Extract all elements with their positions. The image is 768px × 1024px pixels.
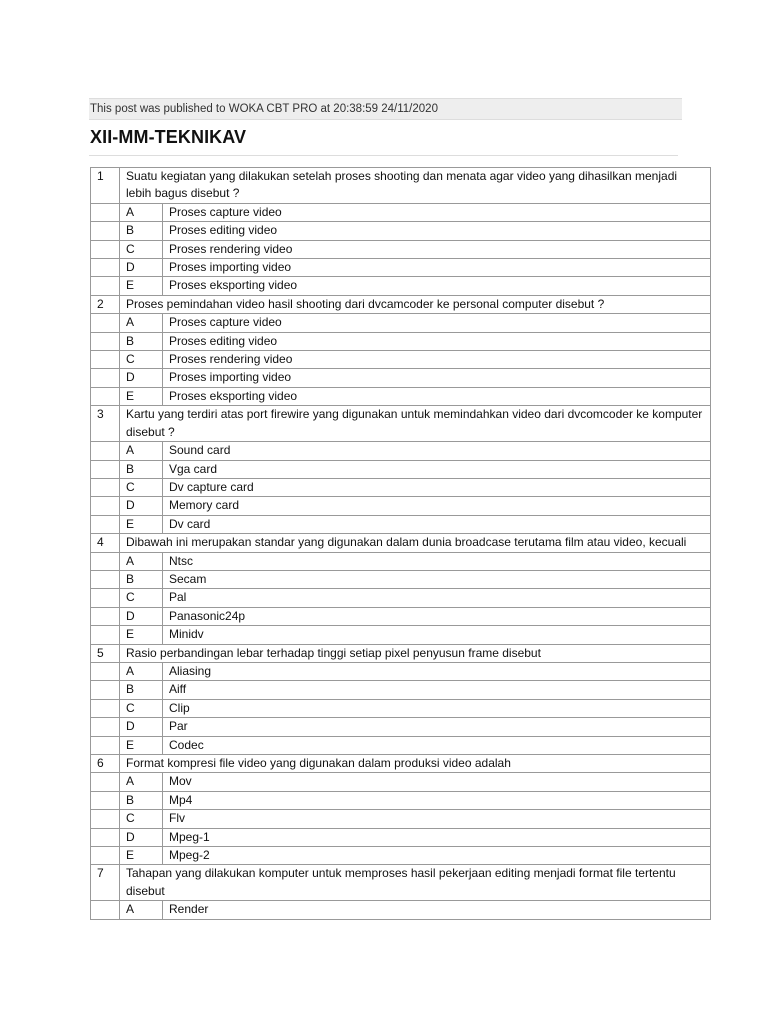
option-text: Proses importing video — [163, 259, 711, 277]
option-letter: C — [120, 478, 163, 496]
option-row — [91, 351, 711, 369]
option-row — [91, 773, 711, 791]
option-row — [91, 662, 711, 680]
empty-cell — [91, 277, 120, 295]
empty-cell — [91, 515, 120, 533]
option-letter: C — [120, 351, 163, 369]
option-row — [91, 497, 711, 515]
option-row — [91, 515, 711, 533]
option-text: Memory card — [163, 497, 711, 515]
option-row — [91, 901, 711, 919]
option-text: Mpeg-1 — [163, 828, 711, 846]
question-number: 4 — [91, 534, 120, 552]
option-text: Mov — [163, 773, 711, 791]
question-number: 1 — [91, 168, 120, 204]
question-row — [91, 865, 711, 901]
option-letter: D — [120, 497, 163, 515]
empty-cell — [91, 699, 120, 717]
question-number: 6 — [91, 755, 120, 773]
question-text: Suatu kegiatan yang dilakukan setelah proses shooting dan menata agar video yang dihasilkan menjadi lebih bagus disebut ? — [120, 168, 711, 204]
question-text: Kartu yang terdiri atas port firewire yang digunakan untuk memindahkan video dari dvcomcoder ke komputer disebut ? — [120, 406, 711, 442]
option-row — [91, 589, 711, 607]
option-text: Sound card — [163, 442, 711, 460]
empty-cell — [91, 203, 120, 221]
option-letter: C — [120, 589, 163, 607]
empty-cell — [91, 387, 120, 405]
question-row — [91, 295, 711, 313]
empty-cell — [91, 478, 120, 496]
option-row — [91, 332, 711, 350]
option-row — [91, 240, 711, 258]
option-letter: A — [120, 662, 163, 680]
option-text: Aliasing — [163, 662, 711, 680]
question-text: Format kompresi file video yang digunakan dalam produksi video adalah — [120, 755, 711, 773]
option-row — [91, 570, 711, 588]
option-text: Par — [163, 718, 711, 736]
empty-cell — [91, 681, 120, 699]
option-row — [91, 277, 711, 295]
empty-cell — [91, 901, 120, 919]
option-text: Panasonic24p — [163, 607, 711, 625]
option-letter: E — [120, 736, 163, 754]
empty-cell — [91, 810, 120, 828]
option-row — [91, 552, 711, 570]
option-row — [91, 828, 711, 846]
option-letter: D — [120, 607, 163, 625]
question-number: 2 — [91, 295, 120, 313]
title-divider — [89, 155, 678, 156]
question-row — [91, 644, 711, 662]
page-title: XII-MM-TEKNIKAV — [90, 127, 247, 147]
option-text: Proses editing video — [163, 222, 711, 240]
option-letter: C — [120, 240, 163, 258]
option-letter: B — [120, 460, 163, 478]
option-text: Dv card — [163, 515, 711, 533]
option-text: Proses eksporting video — [163, 387, 711, 405]
option-row — [91, 442, 711, 460]
question-number: 3 — [91, 406, 120, 442]
empty-cell — [91, 460, 120, 478]
option-row — [91, 203, 711, 221]
empty-cell — [91, 828, 120, 846]
option-text: Vga card — [163, 460, 711, 478]
option-letter: D — [120, 259, 163, 277]
option-text: Flv — [163, 810, 711, 828]
option-row — [91, 626, 711, 644]
question-text: Rasio perbandingan lebar terhadap tinggi setiap pixel penyusun frame disebut — [120, 644, 711, 662]
option-letter: C — [120, 699, 163, 717]
empty-cell — [91, 589, 120, 607]
empty-cell — [91, 847, 120, 865]
empty-cell — [91, 791, 120, 809]
option-row — [91, 387, 711, 405]
empty-cell — [91, 662, 120, 680]
option-letter: A — [120, 552, 163, 570]
option-row — [91, 369, 711, 387]
empty-cell — [91, 570, 120, 588]
option-text: Render — [163, 901, 711, 919]
option-row — [91, 681, 711, 699]
option-text: Proses editing video — [163, 332, 711, 350]
option-text: Aiff — [163, 681, 711, 699]
option-text: Codec — [163, 736, 711, 754]
option-row — [91, 736, 711, 754]
option-text: Proses capture video — [163, 314, 711, 332]
option-letter: B — [120, 681, 163, 699]
question-text: Proses pemindahan video hasil shooting dari dvcamcoder ke personal computer disebut ? — [120, 295, 711, 313]
option-letter: E — [120, 626, 163, 644]
option-text: Proses eksporting video — [163, 277, 711, 295]
option-text: Mpeg-2 — [163, 847, 711, 865]
question-number: 5 — [91, 644, 120, 662]
option-text: Minidv — [163, 626, 711, 644]
empty-cell — [91, 442, 120, 460]
option-letter: A — [120, 442, 163, 460]
empty-cell — [91, 718, 120, 736]
option-text: Proses capture video — [163, 203, 711, 221]
option-text: Pal — [163, 589, 711, 607]
option-row — [91, 718, 711, 736]
option-text: Dv capture card — [163, 478, 711, 496]
option-letter: A — [120, 773, 163, 791]
option-row — [91, 791, 711, 809]
option-row — [91, 810, 711, 828]
empty-cell — [91, 259, 120, 277]
option-row — [91, 259, 711, 277]
empty-cell — [91, 314, 120, 332]
option-letter: D — [120, 369, 163, 387]
empty-cell — [91, 552, 120, 570]
question-row — [91, 406, 711, 442]
empty-cell — [91, 369, 120, 387]
option-row — [91, 314, 711, 332]
option-row — [91, 847, 711, 865]
empty-cell — [91, 351, 120, 369]
empty-cell — [91, 626, 120, 644]
option-row — [91, 478, 711, 496]
option-letter: E — [120, 277, 163, 295]
question-row — [91, 755, 711, 773]
empty-cell — [91, 240, 120, 258]
option-row — [91, 222, 711, 240]
option-letter: E — [120, 515, 163, 533]
option-letter: B — [120, 791, 163, 809]
option-letter: A — [120, 901, 163, 919]
option-row — [91, 607, 711, 625]
option-text: Proses rendering video — [163, 351, 711, 369]
option-letter: C — [120, 810, 163, 828]
option-text: Mp4 — [163, 791, 711, 809]
option-letter: B — [120, 222, 163, 240]
option-text: Proses importing video — [163, 369, 711, 387]
empty-cell — [91, 497, 120, 515]
option-letter: A — [120, 314, 163, 332]
question-row — [91, 534, 711, 552]
option-text: Clip — [163, 699, 711, 717]
question-text: Tahapan yang dilakukan komputer untuk memproses hasil pekerjaan editing menjadi format file tertentu disebut — [120, 865, 711, 901]
option-letter: E — [120, 387, 163, 405]
publish-notice: This post was published to WOKA CBT PRO at 20:38:59 24/11/2020 — [89, 98, 682, 120]
empty-cell — [91, 736, 120, 754]
question-number: 7 — [91, 865, 120, 901]
question-text: Dibawah ini merupakan standar yang digunakan dalam dunia broadcase terutama film atau video, kecuali — [120, 534, 711, 552]
empty-cell — [91, 222, 120, 240]
option-text: Secam — [163, 570, 711, 588]
option-text: Proses rendering video — [163, 240, 711, 258]
option-letter: D — [120, 828, 163, 846]
option-letter: B — [120, 570, 163, 588]
option-row — [91, 460, 711, 478]
option-row — [91, 699, 711, 717]
option-letter: D — [120, 718, 163, 736]
option-letter: E — [120, 847, 163, 865]
option-letter: B — [120, 332, 163, 350]
option-text: Ntsc — [163, 552, 711, 570]
question-row — [91, 168, 711, 204]
quiz-table-body — [91, 168, 711, 920]
option-letter: A — [120, 203, 163, 221]
quiz-table — [90, 167, 711, 920]
empty-cell — [91, 332, 120, 350]
empty-cell — [91, 773, 120, 791]
empty-cell — [91, 607, 120, 625]
